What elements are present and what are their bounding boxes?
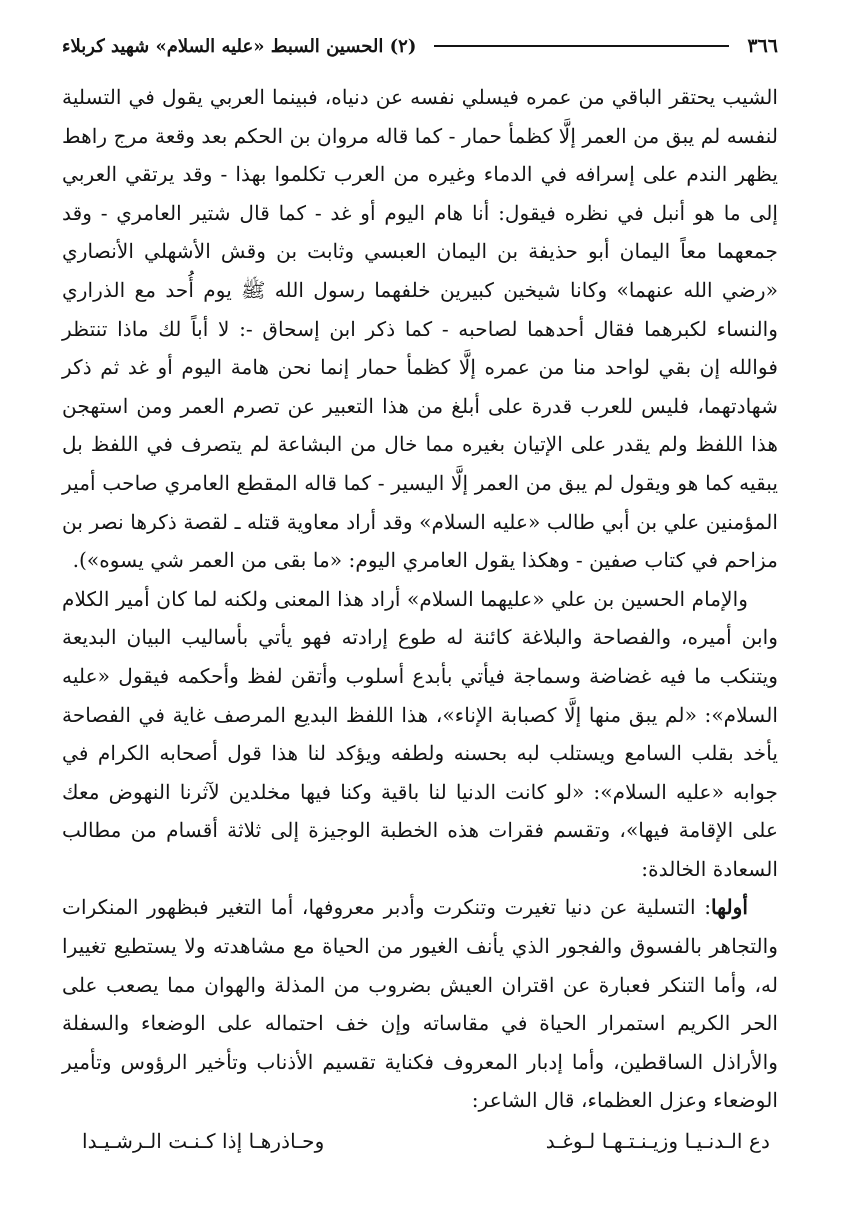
header-rule: [434, 45, 729, 47]
running-header: [62, 28, 778, 64]
poetry-verse: [62, 1122, 778, 1160]
verse-first-hemistich: دع الـدنـيـا وزيـنـتـهـا لـوغـد: [545, 1129, 770, 1154]
paragraph-1: الشيب يحتقر الباقي من عمره فيسلي نفسه عن دنياه، فبينما العربي يقول في التسلية لنفسه لم يبق من العمر إلَّا كظمأ حمار - كما قاله مروان بن الحكم بعد وقعة مرج راهط يظهر الندم على إسرافه في الدماء وغيره من العرب تكلموا بهذا - وقد يرتقي العربي إلى ما هو أنبل في نظره فيقول: أنا هام اليوم أو غد - كما قال شتير العامري - وقد جمعهما معاً اليمان أبو حذيفة بن اليمان العبسي وثابت بن وقش الأشهلي الأنصاري «رضي الله عنهما» وكانا شيخين كبيرين خلفهما رسول الله ﷺ يوم أُحد مع الذراري والنساء لكبرهما فقال أحدهما لصاحبه - كما ذكر ابن إسحاق -: لا أباً لك ماذا تنتظر فوالله إن بقي لواحد منا من عمره إلَّا كظمأ حمار إنما نحن هامة اليوم أو غد ثم ذكر شهادتهما، فليس للعرب قدرة على أبلغ من هذا التعبير عن تصرم العمر ومن استهجن هذا اللفظ ولم يقدر على الإتيان بغيره مما خال من البشاعة لم يتصرف في اللفظ بل يبقيه كما هو ويقول لم يبق من العمر إلَّا اليسير - كما قاله المقطع العامري صاحب أمير المؤمنين علي بن أبي طالب «عليه السلام» وقد أراد معاوية قتله ـ لقصة ذكرها نصر بن مزاحم في كتاب صفين - وهكذا يقول العامري اليوم: «ما بقى من العمر شي يسوه»).: [62, 85, 779, 573]
paragraph-3-text: : التسلية عن دنيا تغيرت وتنكرت وأدبر معروفها، أما التغير فبظهور المنكرات والتجاهر بالفسوق والفجور الذي يأنف الغيور من الحياة مع مشاهدته ولا يستطيع تغييرا له، وأما التنكر فعبارة عن اقتران العيش بضروب من المذلة والهوان مما يصعب على الحر الكريم استمرار الحياة في مقاساته وإن خف احتماله على الوضعاء والسفلة والأراذل الساقطين، وأما إدبار المعروف فكناية تقسيم الأذناب وتأخير الرؤوس وتأمير الوضعاء وعزل العظماء، قال الشاعر:: [62, 895, 778, 1113]
verse-second-hemistich: وحـاذرهـا إذا كـنـت الـرشـيـدا: [82, 1129, 325, 1154]
running-title: (٢) الحسين السبط «عليه السلام» شهيد كربلاء: [62, 35, 417, 57]
paragraph-2: والإمام الحسين بن علي «عليهما السلام» أراد هذا المعنى ولكنه لما كان أمير الكلام وابن أميره، والفصاحة والبلاغة كائنة له طوع إرادته فهو يأتي بأساليب البيان البديعة ويتنكب ما فيه غضاضة وسماجة فيأتي بأبدع أسلوب وأتقن لفظ وأحكمه فيقول «عليه السلام»: «لم يبق منها إلَّا كصبابة الإناء»، هذا اللفظ البديع المرصف غاية في الفصاحة يأخد بقلب السامع ويستلب لبه بحسنه ولطفه ويؤكد لنا هذا قول أصحابه الكرام في جوابه «عليه السلام»: «لو كانت الدنيا لنا باقية وكنا فيها مخلدين لآثرنا النهوض معك على الإقامة فيها»، وتقسم فقرات هذه الخطبة الوجيزة إلى ثلاثة أقسام من مطالب السعادة الخالدة:: [62, 586, 778, 881]
section-lead: أولها: [711, 895, 748, 920]
book-page: [62, 28, 778, 1208]
body-text: [62, 78, 778, 1120]
page-number: ٣٦٦: [747, 35, 778, 57]
paragraph-3: [62, 888, 778, 1120]
